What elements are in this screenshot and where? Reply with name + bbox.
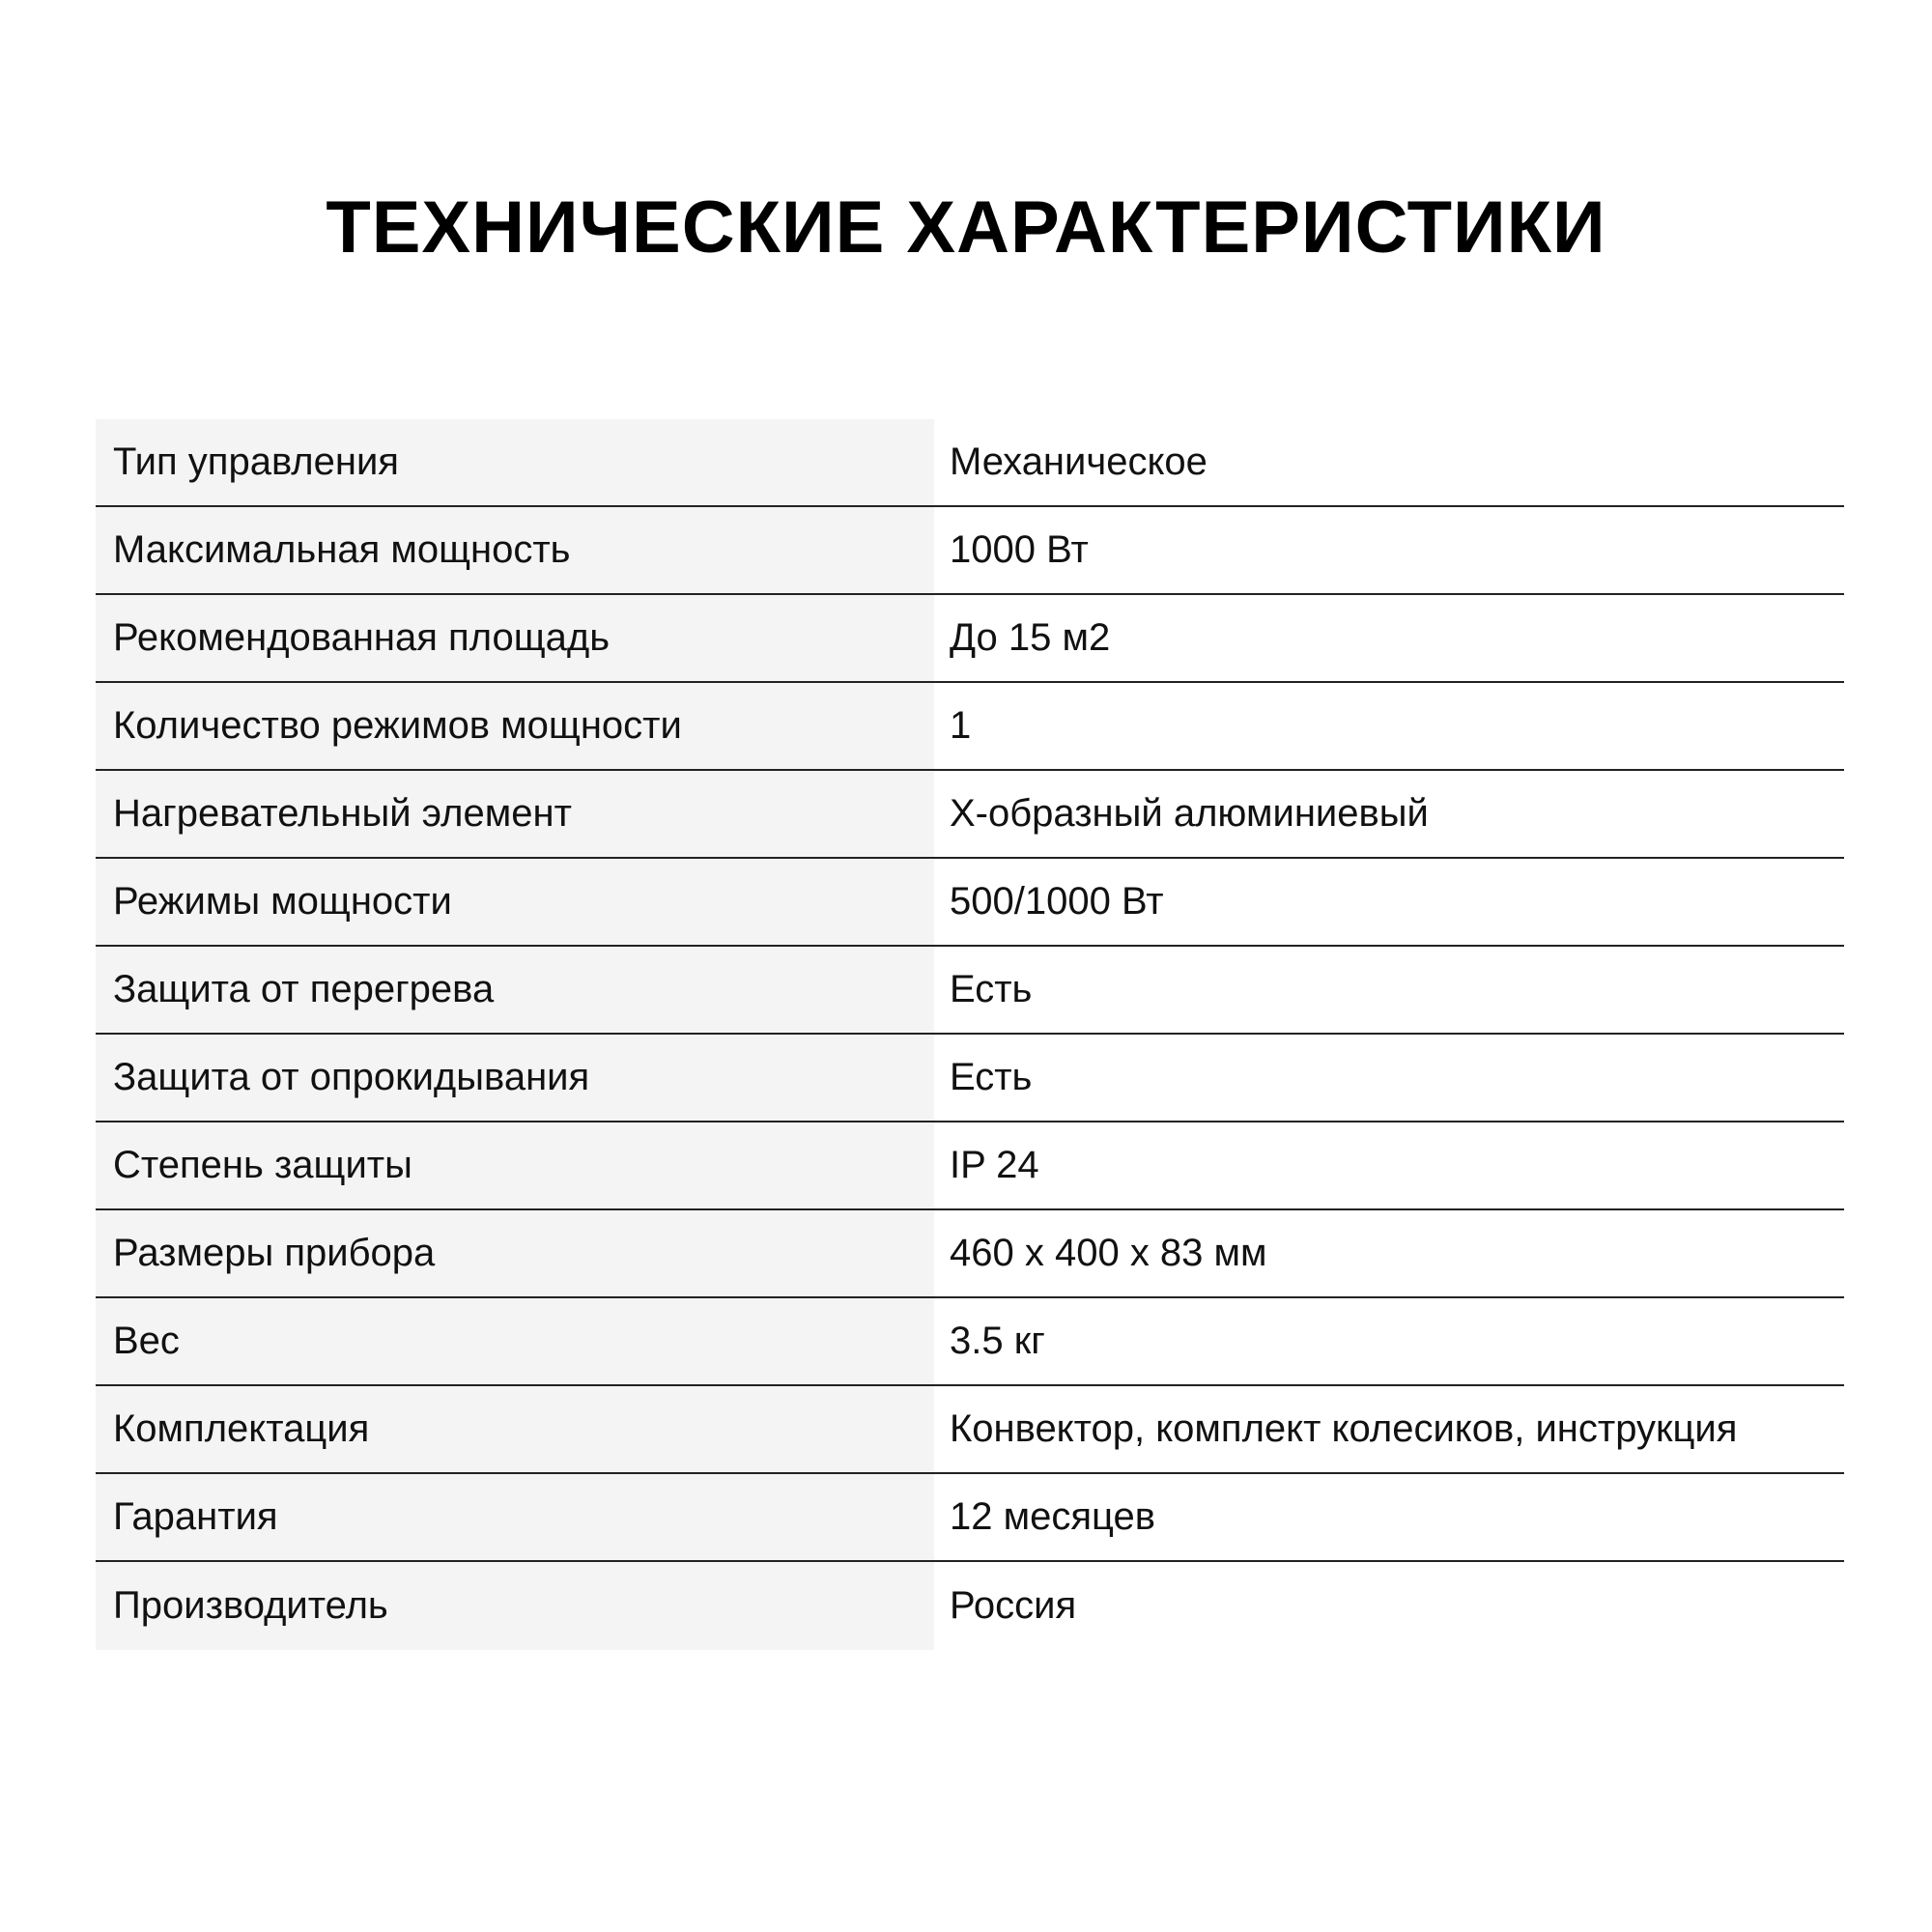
spec-label: Гарантия: [96, 1474, 934, 1560]
spec-row: [96, 859, 1844, 947]
spec-value: 500/1000 Вт: [950, 880, 1164, 923]
spec-row: [96, 947, 1844, 1035]
spec-value: Конвектор, комплект колесиков, инструкция: [950, 1407, 1738, 1450]
spec-value: Россия: [950, 1584, 1077, 1627]
spec-row: [96, 1562, 1844, 1650]
spec-label: Вес: [96, 1298, 934, 1384]
spec-label: Комплектация: [96, 1386, 934, 1472]
spec-value: 3.5 кг: [950, 1320, 1045, 1362]
spec-row: [96, 507, 1844, 595]
spec-value: Механическое: [950, 440, 1208, 483]
spec-value: До 15 м2: [950, 616, 1111, 659]
spec-label: Количество режимов мощности: [96, 683, 934, 769]
spec-value: Есть: [950, 968, 1033, 1010]
spec-value: 460 х 400 х 83 мм: [950, 1232, 1267, 1274]
spec-row: [96, 1035, 1844, 1122]
spec-value: IP 24: [950, 1144, 1039, 1186]
spec-value: 12 месяцев: [950, 1495, 1155, 1538]
spec-label: Нагревательный элемент: [96, 771, 934, 857]
spec-label: Защита от опрокидывания: [96, 1035, 934, 1121]
spec-row: [96, 1298, 1844, 1386]
spec-value: Х-образный алюминиевый: [950, 792, 1429, 835]
spec-row: [96, 771, 1844, 859]
spec-label: Рекомендованная площадь: [96, 595, 934, 681]
spec-table: [96, 419, 1844, 1650]
spec-row: [96, 1386, 1844, 1474]
spec-value: 1000 Вт: [950, 528, 1089, 571]
spec-value: Есть: [950, 1056, 1033, 1098]
spec-value: 1: [950, 704, 972, 747]
spec-row: [96, 1122, 1844, 1210]
spec-label: Режимы мощности: [96, 859, 934, 945]
spec-label: Максимальная мощность: [96, 507, 934, 593]
spec-row: [96, 419, 1844, 507]
spec-label: Тип управления: [96, 419, 934, 505]
spec-label: Размеры прибора: [96, 1210, 934, 1296]
spec-row: [96, 595, 1844, 683]
spec-row: [96, 1474, 1844, 1562]
spec-row: [96, 683, 1844, 771]
spec-label: Защита от перегрева: [96, 947, 934, 1033]
spec-label: Производитель: [96, 1562, 934, 1650]
spec-label: Степень защиты: [96, 1122, 934, 1208]
spec-row: [96, 1210, 1844, 1298]
page-title: ТЕХНИЧЕСКИЕ ХАРАКТЕРИСТИКИ: [326, 185, 1606, 269]
